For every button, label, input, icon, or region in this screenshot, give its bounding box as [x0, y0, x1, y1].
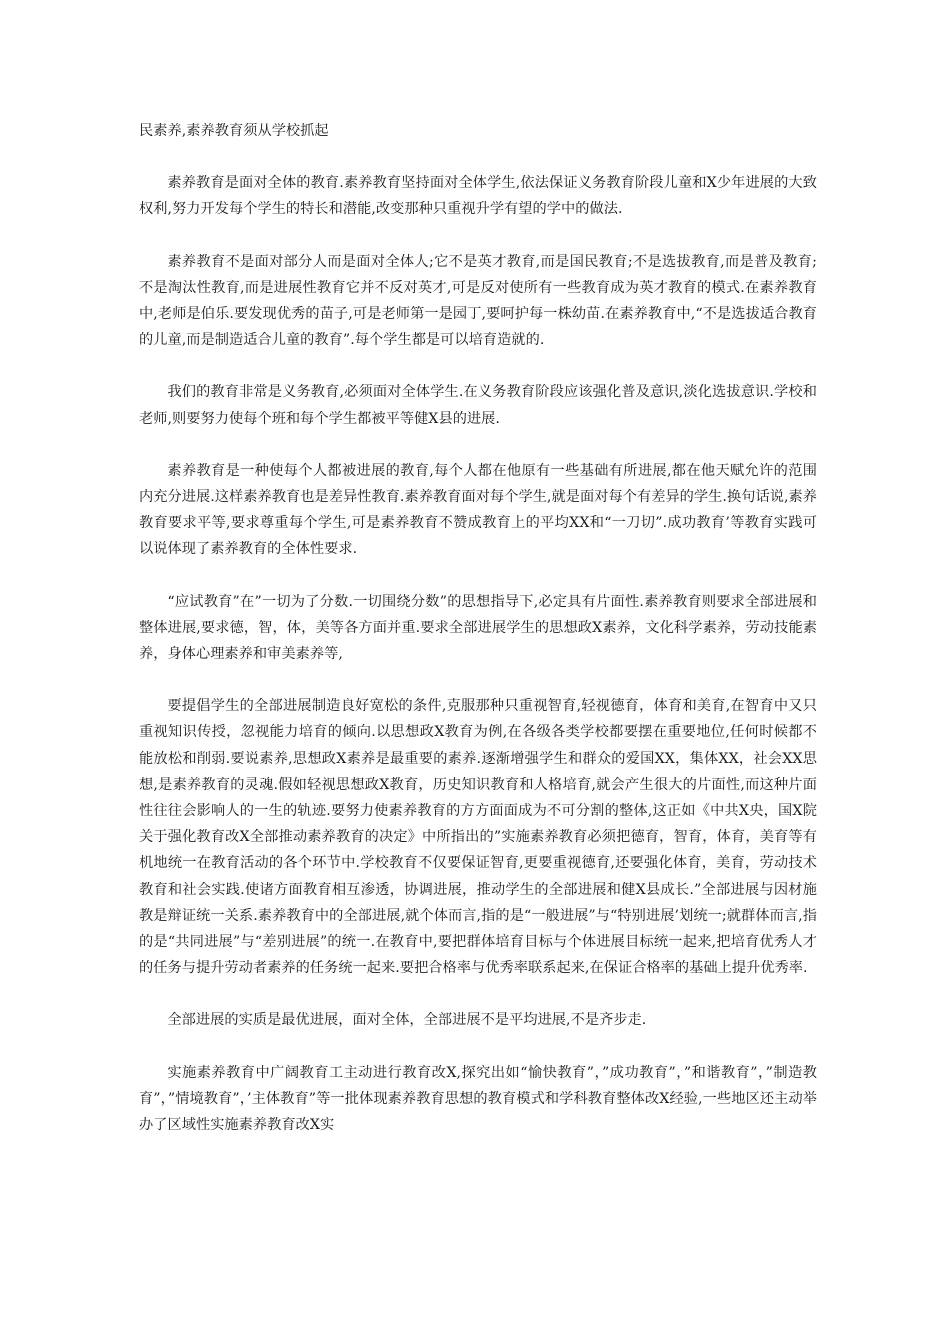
document-heading-line: 民素养,素养教育须从学校抓起	[139, 123, 329, 139]
document-body	[139, 118, 817, 1164]
paragraph-4: 素养教育是一种使每个人都被进展的教育,每个人都在他原有一些基础有所进展,都在他天赋允许的范围内充分进展.这样素养教育也是差异性教育.素养教育面对每个学生,就是面对每个有差异的学生.换句话说,素养教育要求平等,要求尊重每个学生,可是素养教育不赞成教育上的平均XX和“一刀切”.成功教育’等教育实践可以说体现了素养教育的全体性要求.	[139, 462, 817, 558]
paragraph-1: 素养教育是面对全体的教育.素养教育坚持面对全体学生,依法保证义务教育阶段儿童和X少年进展的大致权利,努力开发每个学生的特长和潜能,改变那种只重视升学有望的学中的做法.	[139, 175, 817, 218]
paragraph-2: 素养教育不是面对部分人而是面对全体人;它不是英才教育,而是国民教育;不是选拔教育,而是普及教育;不是淘汰性教育,而是进展性教育它并不反对英才,可是反对使所有一些教育成为英才教育的模式.在素养教育中,老师是伯乐.要发现优秀的苗子,可是老师第一是园丁,要呵护每一株幼苗.在素养教育中,“不是选拔适合教育的儿童,而是制造适合儿童的教育”.每个学生都是可以培育造就的.	[139, 253, 817, 349]
paragraph-8: 实施素养教育中广阔教育工主动进行教育改X,探究出如“愉快教育”，”成功教育”，”和谐教育”，”制造教育”，”情境教育”，’主体教育”等一批体现素养教育思想的教育模式和学科教育整体改X经验,一些地区还主动举办了区域性实施素养教育改X实	[139, 1064, 817, 1134]
paragraph-6: 要提倡学生的全部进展制造良好宽松的条件,克服那种只重视智育,轻视德育，体育和美育,在智育中又只重视知识传授，忽视能力培育的倾向.以思想政X教育为例,在各级各类学校都要摆在重要地位,任何时候都不能放松和削弱.要说素养,思想政X素养是最重要的素养.逐渐增强学生和群众的爱国XX，集体XX，社会XX思想,是素养教育的灵魂.假如轻视思想政X教育，历史知识教育和人格培育,就会产生很大的片面性,而这种片面性往往会影响人的一生的轨迹.要努力使素养教育的方方面面成为不可分割的整体,这正如《中共X央，国X院关于强化教育改X全部推动素养教育的决定》中所指出的”实施素养教育必须把德育，智育，体育，美育等有机地统一在教育活动的各个环节中.学校教育不仅要保证智育,更要重视德育,还要强化体育，美育，劳动技术教育和社会实践.使诸方面教育相互渗透，协调进展，推动学生的全部进展和健X县成长.”全部进展与因材施教是辩证统一关系.素养教育中的全部进展,就个体而言,指的是“一般进展”与“特别进展’划统一;就群体而言,指的是“共同进展”与“差别进展”的统一.在教育中,要把群体培育目标与个体进展目标统一起来,把培育优秀人才的任务与提升劳动者素养的任务统一起来.要把合格率与优秀率联系起来,在保证合格率的基础上提升优秀率.	[139, 698, 817, 977]
paragraph-5: “应试教育”在”一切为了分数.一切围绕分数”的思想指导下,必定具有片面性.素养教育则要求全部进展和整体进展,要求德，智，体，美等各方面并重.要求全部进展学生的思想政X素养，文化科学素养，劳动技能素养，身体心理素养和审美素养等,	[139, 593, 817, 663]
paragraph-7: 全部进展的实质是最优进展，面对全体，全部进展不是平均进展,不是齐步走.	[167, 1012, 647, 1029]
paragraph-3: 我们的教育非常是义务教育,必须面对全体学生.在义务教育阶段应该强化普及意识,淡化选拔意识.学校和老师,则要努力使每个班和每个学生都被平等健X县的进展.	[139, 384, 817, 427]
